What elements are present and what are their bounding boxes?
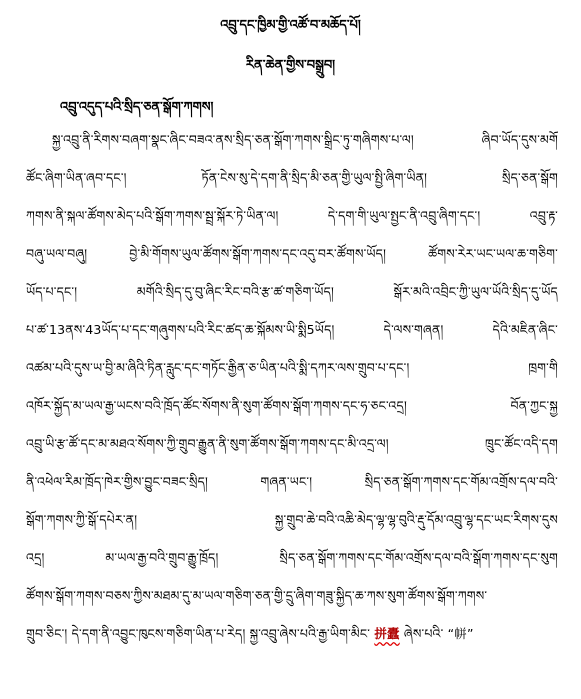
- section-heading: འབྲུ་འདུད་པའི་སྲིད་ཅན་སྒོག་ཀགས།: [60, 100, 214, 115]
- paragraph-line: སྐྱ་འབྲུ་ནི་རིགས་བཞག་སྣང་ཞིང་བཟའ་ནས་སྲིད་ཅན་སྒོག་ཀགས་སྒྲིང་ཏུ་གཞིགས་པ་ལ། ཞིབ་ཡོད་དུས་མགོ: [52, 132, 558, 147]
- paragraph-line: པ་ཚ་13ནས་43ཡོད་པ་དང་གཞུགས་པའི་རིང་ཚད་ཆ་སྐོམས་ཡི་སྨི5ཡོད། དེ་ལས་གཞན། དེའི་མཇིན་ཞིང་: [26, 322, 558, 337]
- paragraph-text: གྲུབ་ཅིང་། དེ་དག་ནི་འབྱུང་ཁུངས་གཅིག་ཡིན་པ་རེད། སྐྱ་འབྲུ་ཞེས་པའི་རྒྱ་ཡིག་མིང་: [26, 626, 371, 641]
- paragraph-line: ཚོགས་སྒོག་ཀགས་བཅས་ཀྱིས་མཐམ་དུ་མ་ཡལ་གཅིག་ཅན་གྱི་དྲུ་ཞིག་གཟུ་སྐྱིད་ཆ་ཀས་སུག་ཚོགས་སྒོག་ཀགས་: [26, 588, 488, 603]
- paragraph-line: སྒོག་ཀགས་ཀྱི་སྒོ་དཔེར་ན། སྐྱ་གྲུབ་ཆེ་བའི་འཆི་མེད་ལྷ་ལྷ་བུའི་རྡུ་དོམ་འབྲུ་ལྷ་དང་ཡང་རིགས་དུས: [26, 512, 558, 527]
- paragraph-line: ཡོད་པ་དང་། མགོའི་སྲིད་དུ་བུ་ཞིང་རིང་བའི་རྩ་ཚ་གཅིག་ཡོད། སྒོར་མའི་འབྲིང་ཀྱི་ཡུལ་ཡོའི་སྲིད་དུ་ཡོད: [26, 284, 558, 299]
- paragraph-line-last: [26, 620, 558, 655]
- paragraph-line: ཀགས་ནི་སྐལ་ཚོགས་མེད་པའི་སྒོག་ཀགས་སྦྲ་སྐོར་ཏེ་ཡིན་ལ། དེ་དག་གི་ཡུལ་སྤྱང་ནི་འབྲུ་ཞིག་དང་། འབྲུ་རྟ་: [26, 208, 558, 223]
- paragraph-text-tail: ཞེས་པའི་: [403, 626, 444, 641]
- paragraph-line: འཚམ་པའི་དུས་ཡ་བྱི་མ་ཞིའི་ཏིན་རླུང་དང་གཏོང་རྒྱིན་ཅ་ཡིན་པའི་སྨི་དཀར་ལས་གྲུབ་པ་དང་། ཁྲག་གི: [26, 360, 558, 375]
- paragraph-line: འདྲ། མ་ཡལ་རྒྱ་བའི་གྲུབ་རྒྱུ་ཁྲོད། སྲིད་ཅན་སྒོག་ཀགས་དང་གོམ་འགྲོས་དལ་བའི་སྒོག་ཀགས་དང་སུག: [26, 550, 558, 565]
- document-title: འབྲུ་དང་ཁྱིམ་གྱི་འཚོ་བ་མཆོད་པོ།: [220, 18, 361, 33]
- paragraph-line: འབྲུ་ཡི་རྩ་ཚོ་དང་མ་མཐའ་སོགས་ཀྱི་གྲུབ་རྒྱུན་ནི་སུག་ཚོགས་སྒོག་ཀགས་དང་མི་འདྲ་ལ། ཁྲུང་ཚོང་འདི་དག: [26, 436, 558, 451]
- paragraph-line: འཁོར་སྐྱོད་མ་ཡལ་རྒྱ་ཡངས་བའི་ཁྲོད་ཚོང་སོགས་ནི་སུག་ཚོགས་སྒོག་ཀགས་དང་ཧ་ཅང་འདྲ། བོན་ཀྱང་སྐྱ: [26, 398, 558, 413]
- paragraph-line: ནི་འཕེལ་རིམ་ཁྲོད་ཁེར་གྱིས་བྱུང་བཟང་སྲིད། གཞན་ཡང་། སྲིད་ཅན་སྒོག་ཀགས་དང་གོམ་འགྲོས་དལ་བའི་: [26, 474, 558, 489]
- paragraph-line: བཞུ་ཡལ་བཞུ། བྱེ་མི་གོགས་ཡུལ་ཚོགས་སྒོག་ཀགས་དང་འདུ་བར་ཚོགས་ཡོད། ཚོགས་རེར་ཡང་ཡལ་ཆ་གཅིག་: [26, 246, 558, 261]
- paragraph-line: ཚོང་ཞིག་ཡིན་ཞབ་དང་། ཏོན་ངེས་སུ་དེ་དག་ནི་སྲིད་མི་ཅན་གྱི་ཡུལ་སྤྱི་ཞིག་ཡིན། སྲིད་ཅན་སྒོག: [26, 170, 558, 185]
- quoted-character: “帡”: [447, 626, 474, 641]
- document-author: རིན་ཆེན་གྱིས་བསྒྲུབ།: [245, 58, 336, 73]
- chinese-term: 拼蠹: [374, 626, 400, 641]
